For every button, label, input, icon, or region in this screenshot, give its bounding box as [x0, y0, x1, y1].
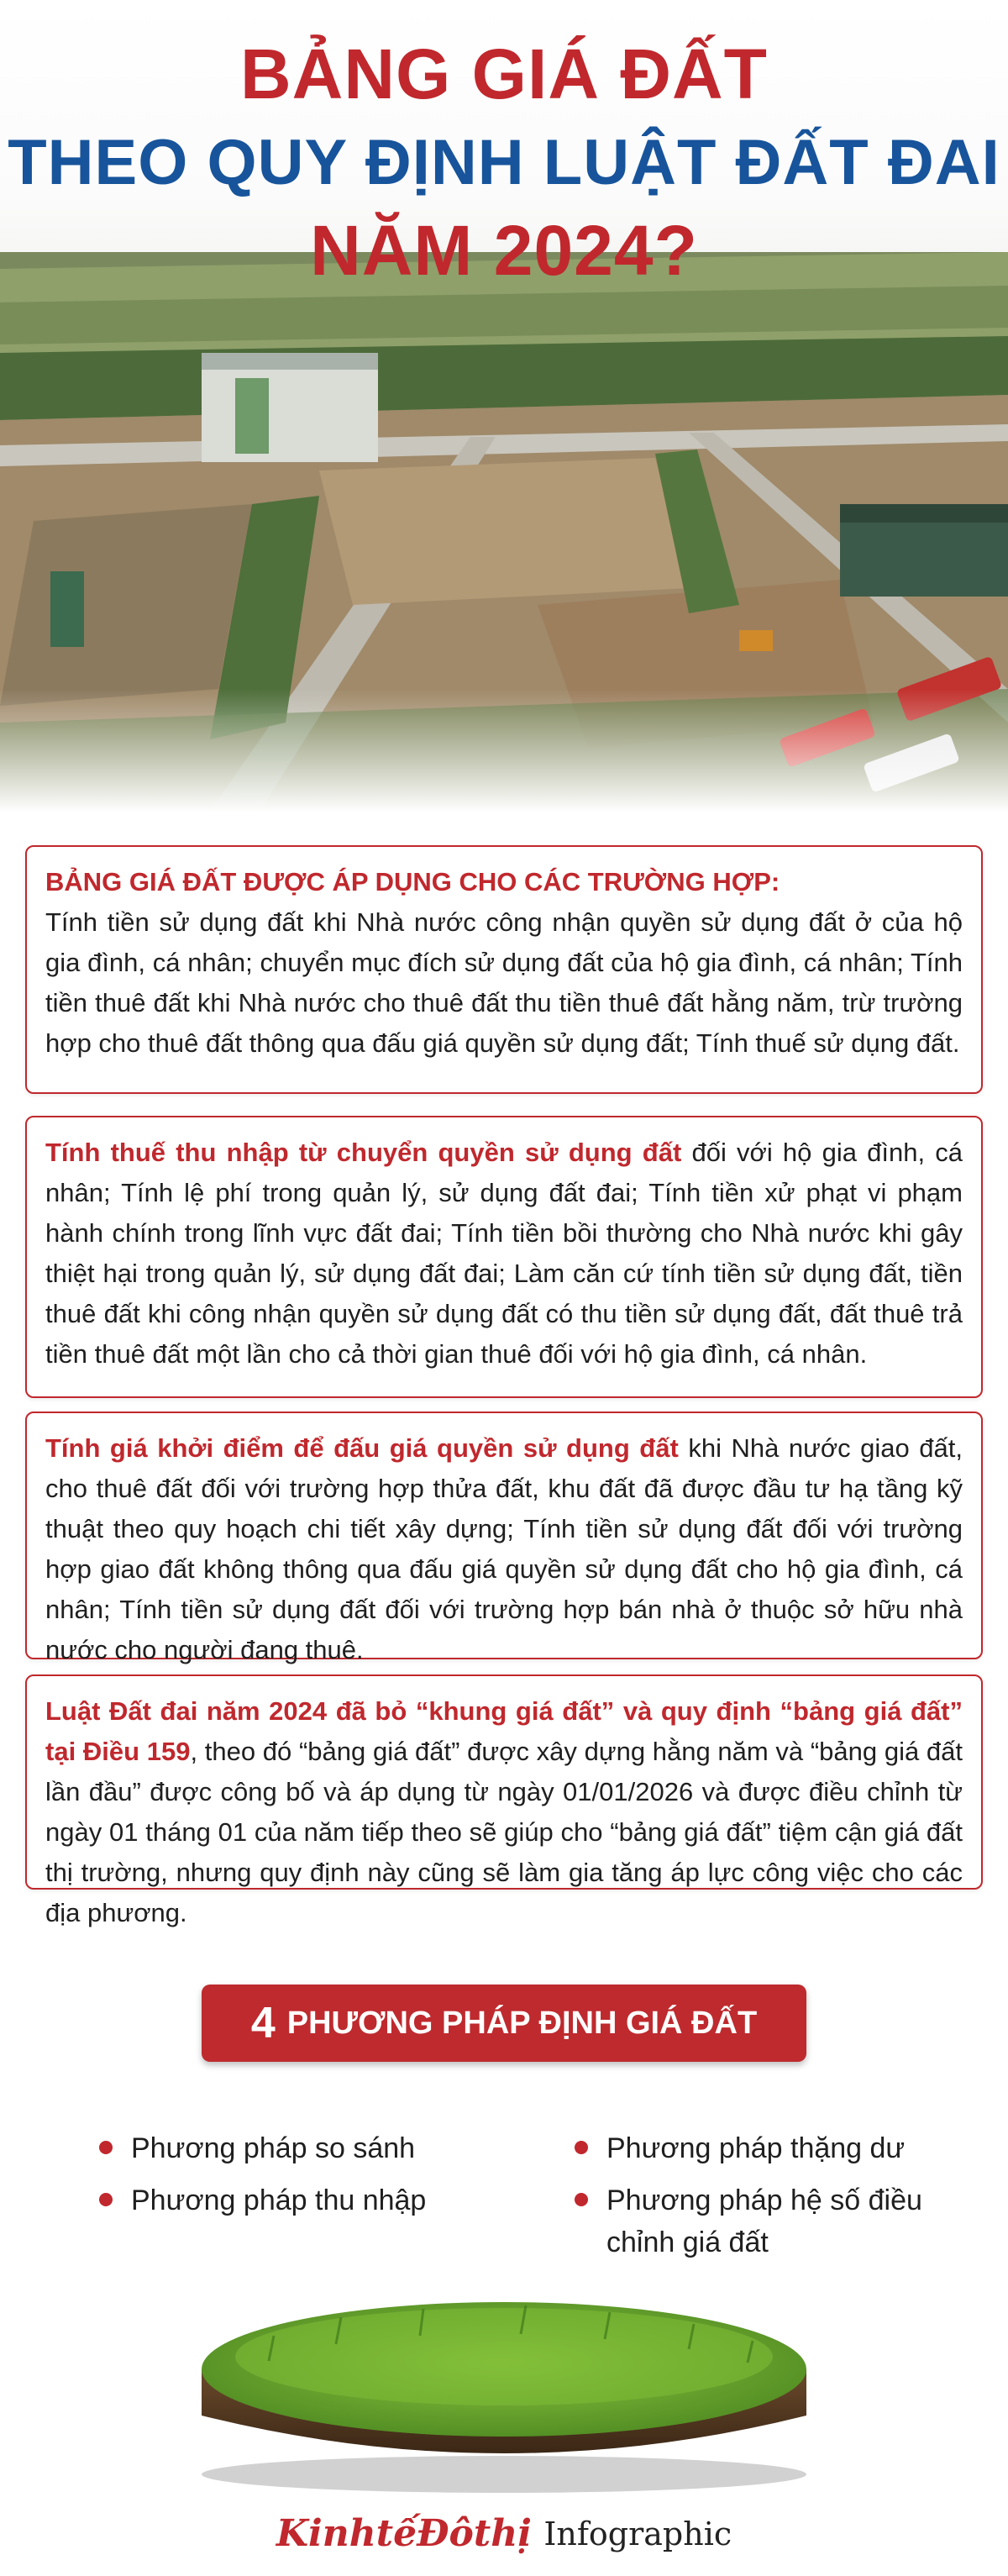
card-3-body: khi Nhà nước giao đất, cho thuê đất đối với trường hợp thửa đất, khu đất đã được đầu tư hạ tầng kỹ thuật theo quy hoạch chi tiết xây dựng; Tính tiền sử dụng đất đối với trường hợp giao đất không thông qua đấu giá quyền sử dụng đất cho hộ gia đình, cá nhân; Tính tiền sử dụng đất đối với trường hợp bán nhà ở thuộc sở hữu nhà nước cho người đang thuê.: [45, 1433, 963, 1664]
hero-fade: [0, 689, 1008, 823]
card-4-text: [45, 1691, 963, 1933]
methods-count: 4: [250, 1999, 276, 2048]
method-label: Phương pháp hệ số điều chỉnh giá đất: [606, 2184, 922, 2258]
method-item: [99, 2127, 415, 2169]
card-1-lead: BẢNG GIÁ ĐẤT ĐƯỢC ÁP DỤNG CHO CÁC TRƯỜNG HỢP:: [45, 867, 780, 896]
title-line-3: NĂM 2024?: [310, 211, 698, 290]
method-label: Phương pháp thu nhập: [131, 2184, 427, 2216]
footer-label: Infographic: [543, 2515, 732, 2552]
method-item: [99, 2179, 426, 2221]
card-2-body: đối với hộ gia đình, cá nhân; Tính lệ phí trong quản lý, sử dụng đất đai; Tính tiền xử phạt vi phạm hành chính trong lĩnh vực đất đai; Tính tiền bồi thường cho Nhà nước khi gây thiệt hại trong quản lý, sử dụng đất đai; Làm căn cứ tính tiền sử dụng đất, tiền thuê đất khi công nhận quyền sử dụng đất có thu tiền sử dụng đất, đất thuê trả tiền thuê đất một lần cho cả thời gian thuê đối với hộ gia đình, cá nhân.: [45, 1138, 963, 1369]
footer: [0, 2512, 1008, 2563]
card-2-text: [45, 1133, 963, 1375]
bullet-icon: [575, 2141, 588, 2154]
bullet-icon: [99, 2193, 113, 2206]
title-line-2: THEO QUY ĐỊNH LUẬT ĐẤT ĐAI: [8, 127, 1000, 198]
methods-title: PHƯƠNG PHÁP ĐỊNH GIÁ ĐẤT: [286, 2005, 758, 2041]
card-3-lead: Tính giá khởi điểm để đấu giá quyền sử dụng đất: [45, 1433, 679, 1463]
card-4-lead: Luật Đất đai năm 2024 đã bỏ “khung giá đất” và quy định “bảng giá đất” tại Điều 159: [45, 1696, 963, 1766]
method-label: Phương pháp so sánh: [131, 2132, 416, 2164]
card-1-text: [45, 862, 963, 1064]
method-item: [575, 2179, 927, 2263]
info-card-income-tax: [25, 1116, 983, 1398]
brand-logo: KinhtếĐôthị: [276, 2512, 532, 2555]
methods-heading: [202, 1985, 806, 2062]
card-4-body: , theo đó “bảng giá đất” được xây dựng hằng năm và “bảng giá đất lần đầu” được công bố và áp dụng từ ngày 01/01/2026 và được điều chỉnh từ ngày 01 tháng 01 của năm tiếp theo sẽ giúp cho “bảng giá đất” tiệm cận giá đất thị trường, nhưng quy định này cũng sẽ làm gia tăng áp lực công việc cho các địa phương.: [45, 1737, 963, 1927]
bullet-icon: [99, 2141, 113, 2154]
card-2-lead: Tính thuế thu nhập từ chuyển quyền sử dụng đất: [45, 1138, 682, 1167]
info-card-auction-price: [25, 1412, 983, 1664]
method-label: Phương pháp thặng dư: [606, 2132, 906, 2164]
method-item: [575, 2127, 905, 2169]
card-3-text: [45, 1428, 963, 1670]
turf-island-illustration: [168, 2268, 840, 2495]
hero-banner: [0, 0, 1008, 823]
title-line-1: BẢNG GIÁ ĐẤT: [240, 34, 768, 113]
card-1-body: Tính tiền sử dụng đất khi Nhà nước công nhận quyền sử dụng đất ở của hộ gia đình, cá nhân; chuyển mục đích sử dụng đất của hộ gia đình, cá nhân; Tính tiền thuê đất khi Nhà nước cho thuê đất thu tiền thuê đất hằng năm, trừ trường hợp cho thuê đất thông qua đấu giá quyền sử dụng đất; Tính thuế sử dụng đất.: [45, 907, 963, 1058]
info-card-applicable-cases: [25, 845, 983, 1094]
info-card-land-law-2024: [25, 1674, 983, 1927]
bullet-icon: [575, 2193, 588, 2206]
